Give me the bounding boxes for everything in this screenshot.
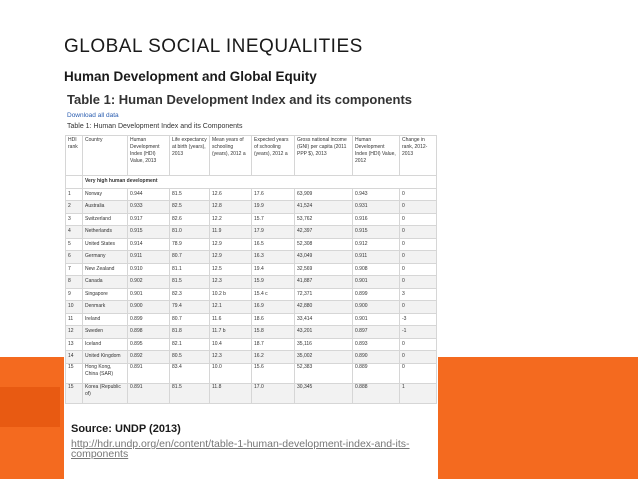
table-cell: 10.4 [210, 338, 252, 351]
table-cell: 19.9 [252, 201, 295, 214]
table-cell: 2 [66, 201, 83, 214]
table-cell: Switzerland [83, 213, 128, 226]
table-cell: 0 [400, 238, 437, 251]
table-cell: 12.8 [210, 201, 252, 214]
table-cell: 0.898 [128, 326, 170, 339]
table-cell: 53,762 [295, 213, 353, 226]
table-cell: 12.3 [210, 351, 252, 364]
column-header: Human Development Index (HDI) Value, 2013 [128, 136, 170, 176]
table-cell: 10.0 [210, 363, 252, 383]
table-cell [66, 176, 83, 189]
column-header: Country [83, 136, 128, 176]
table-cell: Netherlands [83, 226, 128, 239]
table-cell: 11.6 [210, 313, 252, 326]
table-cell: 11 [66, 313, 83, 326]
table-cell: 6 [66, 251, 83, 264]
table-cell: 1 [400, 383, 437, 403]
table-row [66, 338, 437, 351]
table-cell: 18.6 [252, 313, 295, 326]
table-cell: 63,909 [295, 188, 353, 201]
table-cell: 9 [66, 288, 83, 301]
table-row [66, 226, 437, 239]
table-cell: 0 [400, 226, 437, 239]
table-cell: 80.7 [170, 313, 210, 326]
table-cell: 4 [66, 226, 83, 239]
table-cell: 0 [400, 276, 437, 289]
download-link[interactable]: Download all data [67, 112, 119, 119]
table-row [66, 363, 437, 383]
table-title: Table 1: Human Development Index and its components [67, 92, 413, 107]
table-cell: Australia [83, 201, 128, 214]
table-row [66, 251, 437, 264]
table-cell: Germany [83, 251, 128, 264]
table-cell: 14 [66, 351, 83, 364]
table-cell: 0.931 [353, 201, 400, 214]
table-cell: 0.908 [353, 263, 400, 276]
table-row [66, 301, 437, 314]
table-cell: 83.4 [170, 363, 210, 383]
table-cell: 0 [400, 338, 437, 351]
table-cell: 18.7 [252, 338, 295, 351]
table-cell: 0.916 [353, 213, 400, 226]
table-cell: 0.915 [353, 226, 400, 239]
table-cell: 0 [400, 263, 437, 276]
table-cell: 41,887 [295, 276, 353, 289]
table-row [66, 263, 437, 276]
table-cell: 0.915 [128, 226, 170, 239]
table-cell: 0.914 [128, 238, 170, 251]
table-cell: 72,371 [295, 288, 353, 301]
table-cell: Korea (Republic of) [83, 383, 128, 403]
table-cell: 82.6 [170, 213, 210, 226]
table-cell: 13 [66, 338, 83, 351]
table-cell: 81.8 [170, 326, 210, 339]
table-cell: 52,383 [295, 363, 353, 383]
table-cell: Hong Kong, China (SAR) [83, 363, 128, 383]
slide-subtitle: Human Development and Global Equity [64, 69, 317, 84]
table-cell: 0 [400, 363, 437, 383]
column-header: Human Development Index (HDI) Value, 2012 [353, 136, 400, 176]
table-cell: 0.911 [353, 251, 400, 264]
table-cell: 15 [66, 383, 83, 403]
table-cell: 0.944 [128, 188, 170, 201]
group-label: Very high human development [83, 176, 437, 189]
table-row [66, 383, 437, 403]
table-cell: United States [83, 238, 128, 251]
table-cell: United Kingdom [83, 351, 128, 364]
table-cell: 8 [66, 276, 83, 289]
table-cell: 7 [66, 263, 83, 276]
table-cell: 0 [400, 301, 437, 314]
table-cell: 19.4 [252, 263, 295, 276]
table-cell: Singapore [83, 288, 128, 301]
table-cell: 0.910 [128, 263, 170, 276]
table-cell: 17.6 [252, 188, 295, 201]
table-cell: 12.1 [210, 301, 252, 314]
source-label: Source: UNDP (2013) [71, 423, 181, 435]
table-cell: -3 [400, 313, 437, 326]
table-cell: 0.892 [128, 351, 170, 364]
hdi-table [65, 135, 437, 404]
table-cell: 0.901 [128, 288, 170, 301]
table-cell: 0 [400, 213, 437, 226]
table-cell: 0.933 [128, 201, 170, 214]
table-row [66, 351, 437, 364]
table-cell: 0.899 [353, 288, 400, 301]
table-cell: 17.9 [252, 226, 295, 239]
table-cell: New Zealand [83, 263, 128, 276]
table-cell: 12.6 [210, 188, 252, 201]
table-cell: 32,569 [295, 263, 353, 276]
table-cell: 42,880 [295, 301, 353, 314]
table-cell: 12.2 [210, 213, 252, 226]
table-cell: 11.9 [210, 226, 252, 239]
table-cell: Norway [83, 188, 128, 201]
table-cell: 81.0 [170, 226, 210, 239]
table-cell: Ireland [83, 313, 128, 326]
table-cell: 0.889 [353, 363, 400, 383]
table-cell: 41,524 [295, 201, 353, 214]
table-cell: 1 [66, 188, 83, 201]
table-row [66, 238, 437, 251]
table-cell: 0.893 [353, 338, 400, 351]
table-cell: 3 [400, 288, 437, 301]
table-row [66, 276, 437, 289]
table-cell: 16.5 [252, 238, 295, 251]
table-cell: 0.901 [353, 276, 400, 289]
column-header: Gross national income (GNI) per capita (2011 PPP $), 2013 [295, 136, 353, 176]
column-header: HDI rank [66, 136, 83, 176]
table-cell: 35,116 [295, 338, 353, 351]
table-cell: 12.3 [210, 276, 252, 289]
table-cell: 0.901 [353, 313, 400, 326]
table-cell: 15.6 [252, 363, 295, 383]
table-cell: 15.9 [252, 276, 295, 289]
column-header: Life expectancy at birth (years), 2013 [170, 136, 210, 176]
table-cell: 52,308 [295, 238, 353, 251]
table-cell: 11.7 b [210, 326, 252, 339]
table-cell: 82.1 [170, 338, 210, 351]
accent-stripe [0, 387, 60, 427]
table-row [66, 313, 437, 326]
table-cell: 12.9 [210, 251, 252, 264]
table-group-row [66, 176, 437, 189]
table-cell: Denmark [83, 301, 128, 314]
table-cell: 0.888 [353, 383, 400, 403]
table-row [66, 213, 437, 226]
table-cell: 0.897 [353, 326, 400, 339]
table-cell: 81.5 [170, 276, 210, 289]
table-cell: 0 [400, 201, 437, 214]
table-cell: 0.890 [353, 351, 400, 364]
table-cell: 81.5 [170, 383, 210, 403]
table-cell: 0.895 [128, 338, 170, 351]
table-cell: 35,002 [295, 351, 353, 364]
table-cell: Iceland [83, 338, 128, 351]
table-cell: 0.902 [128, 276, 170, 289]
table-cell: 0.899 [128, 313, 170, 326]
table-header-row [66, 136, 437, 176]
table-cell: 33,414 [295, 313, 353, 326]
column-header: Change in rank, 2012-2013 [400, 136, 437, 176]
table-cell: 81.1 [170, 263, 210, 276]
table-cell: 0.900 [353, 301, 400, 314]
table-cell: 0.891 [128, 383, 170, 403]
table-cell: 80.7 [170, 251, 210, 264]
table-cell: 43,049 [295, 251, 353, 264]
table-cell: 42,397 [295, 226, 353, 239]
table-cell: 0.912 [353, 238, 400, 251]
table-cell: 30,345 [295, 383, 353, 403]
table-cell: 5 [66, 238, 83, 251]
table-cell: -1 [400, 326, 437, 339]
table-cell: 12 [66, 326, 83, 339]
table-cell: 0 [400, 188, 437, 201]
table-cell: 10 [66, 301, 83, 314]
table-cell: 79.4 [170, 301, 210, 314]
table-cell: 15 [66, 363, 83, 383]
slide-title: GLOBAL SOCIAL INEQUALITIES [64, 36, 363, 57]
table-cell: Sweden [83, 326, 128, 339]
table-cell: Canada [83, 276, 128, 289]
table-cell: 16.3 [252, 251, 295, 264]
table-cell: 43,201 [295, 326, 353, 339]
table-cell: 11.8 [210, 383, 252, 403]
table-cell: 0.911 [128, 251, 170, 264]
table-caption: Table 1: Human Development Index and its Components [67, 123, 243, 130]
table-cell: 16.9 [252, 301, 295, 314]
table-cell: 78.9 [170, 238, 210, 251]
table-row [66, 326, 437, 339]
source-url-link[interactable]: http://hdr.undp.org/en/content/table-1-human-development-index-and-its-components [71, 438, 410, 460]
table-cell: 80.5 [170, 351, 210, 364]
table-cell: 16.2 [252, 351, 295, 364]
table-cell: 82.3 [170, 288, 210, 301]
table-cell: 81.5 [170, 188, 210, 201]
table-cell: 10.2 b [210, 288, 252, 301]
table-row [66, 201, 437, 214]
table-cell: 0.900 [128, 301, 170, 314]
table-cell: 0 [400, 251, 437, 264]
table-cell: 15.8 [252, 326, 295, 339]
column-header: Expected years of schooling (years), 2012 a [252, 136, 295, 176]
table-cell: 15.7 [252, 213, 295, 226]
table-cell: 0.891 [128, 363, 170, 383]
table-screenshot [64, 90, 437, 418]
table-cell: 12.9 [210, 238, 252, 251]
table-cell: 17.0 [252, 383, 295, 403]
table-cell: 15.4 c [252, 288, 295, 301]
table-cell: 3 [66, 213, 83, 226]
table-cell: 12.5 [210, 263, 252, 276]
table-row [66, 188, 437, 201]
table-row [66, 288, 437, 301]
column-header: Mean years of schooling (years), 2012 a [210, 136, 252, 176]
table-cell: 0.917 [128, 213, 170, 226]
table-cell: 0 [400, 351, 437, 364]
table-cell: 0.943 [353, 188, 400, 201]
table-cell: 82.5 [170, 201, 210, 214]
